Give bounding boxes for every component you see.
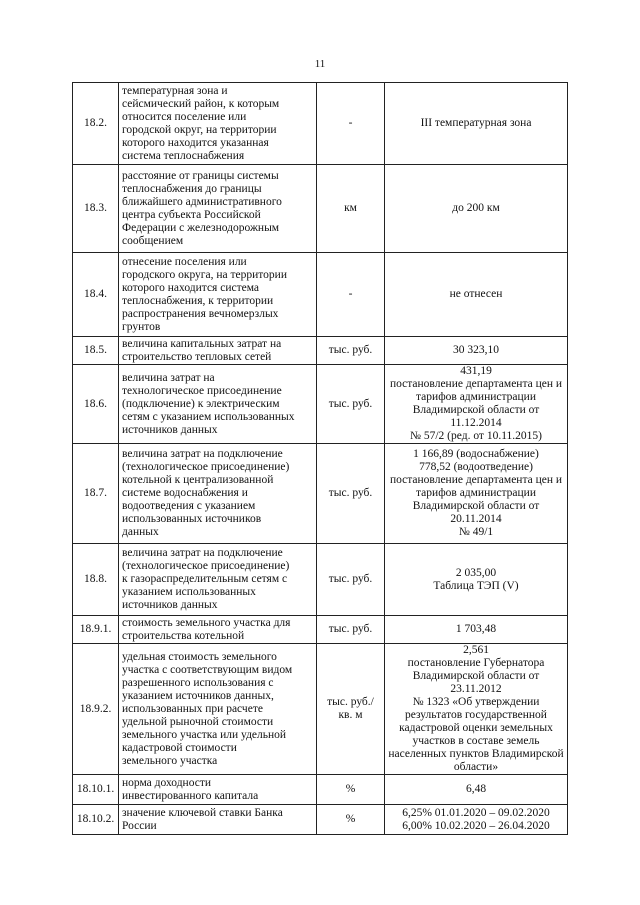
table-row [73,444,568,544]
row-unit: тыс. руб. [317,337,385,365]
table-row [73,805,568,835]
row-number: 18.9.1. [73,616,119,644]
table-row [73,644,568,775]
row-description: стоимость земельного участка для строительства котельной [119,616,317,644]
row-value: 6,48 [385,775,568,805]
row-unit: - [317,253,385,337]
row-number: 18.4. [73,253,119,337]
row-value: III температурная зона [385,83,568,165]
row-value: 431,19 постановление департамента цен и тарифов администрации Владимирской области от 11.12.2014 № 57/2 (ред. от 10.11.2015) [385,365,568,444]
row-number: 18.3. [73,165,119,253]
row-number: 18.6. [73,365,119,444]
row-number: 18.10.2. [73,805,119,835]
row-description: величина затрат на подключение (технологическое присоединение) котельной к централизованной системе водоснабжения и водоотведения с указанием использованных источников данных [119,444,317,544]
table-row [73,616,568,644]
row-description: температурная зона и сейсмический район, к которым относится поселение или городской округ, на территории которого находится указанная система теплоснабжения [119,83,317,165]
row-unit: тыс. руб. [317,365,385,444]
table-row [73,83,568,165]
row-unit: тыс. руб. [317,444,385,544]
tariff-parameters-table [72,82,568,835]
row-unit: % [317,805,385,835]
row-description: величина затрат на технологическое присоединение (подключение) к электрическим сетям с указанием использованных источников данных [119,365,317,444]
row-number: 18.2. [73,83,119,165]
row-description: удельная стоимость земельного участка с соответствующим видом разрешенного использования с указанием источников данных, использованных при расчете удельной рыночной стоимости земельного участка или удельной кадастровой стоимости земельного участка [119,644,317,775]
row-description: отнесение поселения или городского округа, на территории которого находится система теплоснабжения, к территории распространения вечномерзлых грунтов [119,253,317,337]
row-unit: тыс. руб./ кв. м [317,644,385,775]
row-value: 1 703,48 [385,616,568,644]
row-description: значение ключевой ставки Банка России [119,805,317,835]
table-row [73,544,568,616]
row-number: 18.8. [73,544,119,616]
row-unit: % [317,775,385,805]
table-row [73,165,568,253]
row-description: норма доходности инвестированного капитала [119,775,317,805]
row-value: 30 323,10 [385,337,568,365]
row-number: 18.9.2. [73,644,119,775]
row-value: до 200 км [385,165,568,253]
row-unit: тыс. руб. [317,544,385,616]
row-value: 2,561 постановление Губернатора Владимирской области от 23.11.2012 № 1323 «Об утверждении результатов государственной кадастровой оценки земельных участков в составе земель населенных пунктов Владимирской области» [385,644,568,775]
row-number: 18.5. [73,337,119,365]
row-value: не отнесен [385,253,568,337]
table-row [73,775,568,805]
row-description: расстояние от границы системы теплоснабжения до границы ближайшего административного центра субъекта Российской Федерации с железнодорожным сообщением [119,165,317,253]
row-description: величина затрат на подключение (технологическое присоединение) к газораспределительным сетям с указанием использованных источников данных [119,544,317,616]
row-unit: км [317,165,385,253]
row-description: величина капитальных затрат на строительство тепловых сетей [119,337,317,365]
row-value: 1 166,89 (водоснабжение) 778,52 (водоотведение) постановление департамента цен и тарифов администрации Владимирской области от 20.11.2014 № 49/1 [385,444,568,544]
row-value: 2 035,00 Таблица ТЭП (V) [385,544,568,616]
row-number: 18.10.1. [73,775,119,805]
row-number: 18.7. [73,444,119,544]
row-unit: - [317,83,385,165]
page-number: 11 [314,58,326,70]
table-row [73,253,568,337]
table-row [73,337,568,365]
table-row [73,365,568,444]
row-unit: тыс. руб. [317,616,385,644]
row-value: 6,25% 01.01.2020 – 09.02.2020 6,00% 10.02.2020 – 26.04.2020 [385,805,568,835]
